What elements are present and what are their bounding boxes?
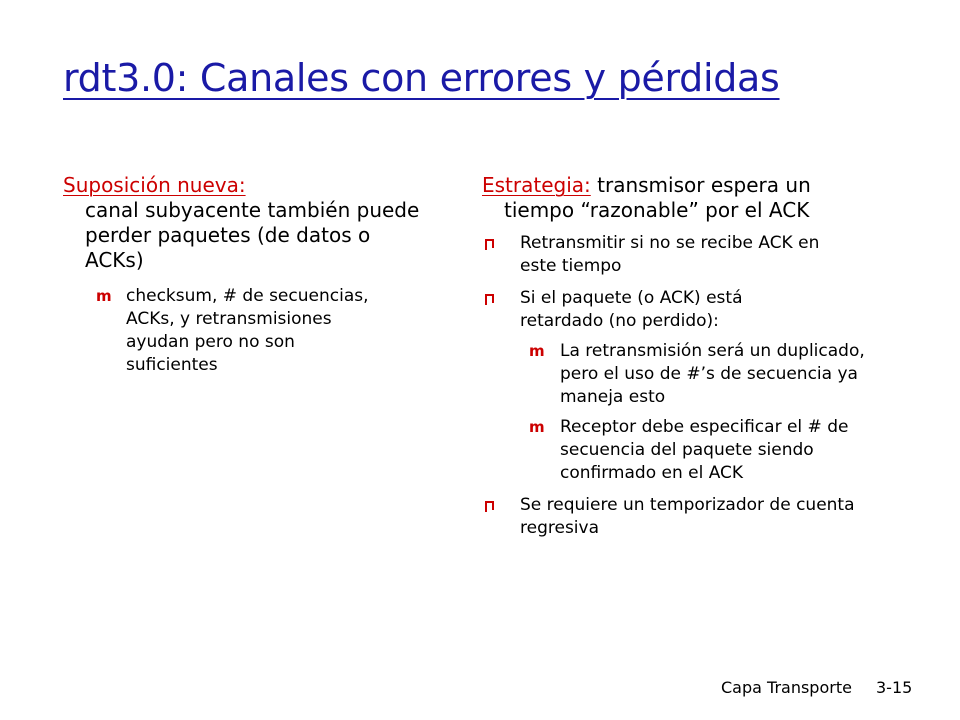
page-number: 3-15	[876, 678, 913, 697]
slide-title: rdt3.0: Canales con errores y pérdidas	[63, 56, 780, 100]
bullet-icon: m	[529, 418, 545, 436]
right-heading-rest: transmisor espera un	[597, 173, 811, 197]
list-item	[482, 494, 922, 540]
right-bullet-text: Retransmitir si no se recibe ACK en este tiempo	[520, 233, 820, 276]
list-item	[482, 232, 922, 278]
bullet-icon	[485, 294, 494, 303]
footer-label: Capa Transporte	[721, 678, 852, 697]
bullet-icon: m	[96, 287, 112, 305]
left-subbullet-list	[63, 285, 443, 377]
right-heading: Estrategia:	[482, 173, 591, 197]
list-item	[482, 416, 922, 485]
right-subbullet-text: Receptor debe especificar el # de secuencia del paquete siendo confirmado en el ACK	[560, 417, 849, 483]
right-heading-cont: tiempo “razonable” por el ACK	[504, 198, 810, 222]
bullet-icon: m	[529, 342, 545, 360]
list-item	[63, 285, 443, 377]
list-item	[482, 287, 922, 333]
right-column	[482, 173, 922, 540]
left-text: canal subyacente también puede perder paquetes (de datos o ACKs)	[85, 198, 420, 272]
right-subbullet-text: La retransmisión será un duplicado, pero el uso de #’s de secuencia ya maneja esto	[560, 341, 865, 407]
bullet-icon	[485, 239, 494, 248]
right-bullet-text: Si el paquete (o ACK) está retardado (no perdido):	[520, 288, 743, 331]
right-bullet-text: Se requiere un temporizador de cuenta regresiva	[520, 495, 855, 538]
left-heading: Suposición nueva:	[63, 173, 246, 197]
bullet-icon	[485, 501, 494, 510]
left-subbullet-text: checksum, # de secuencias, ACKs, y retransmisiones ayudan pero no son suficientes	[126, 286, 369, 375]
right-heading-line	[482, 173, 922, 198]
list-item	[482, 340, 922, 409]
left-column	[63, 173, 443, 377]
right-bullet-list	[482, 232, 922, 540]
